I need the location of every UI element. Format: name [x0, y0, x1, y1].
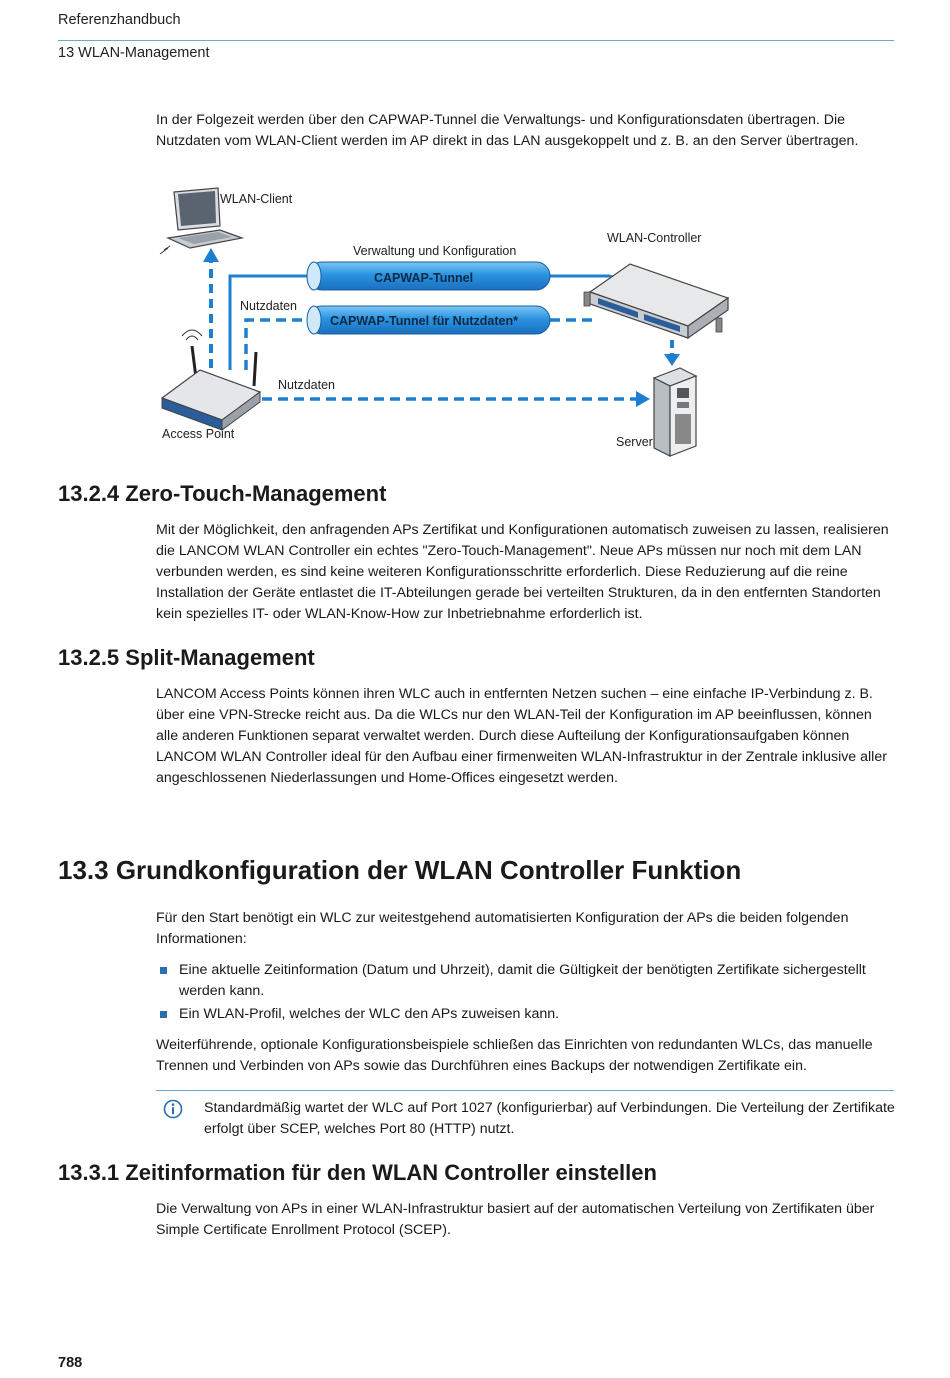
label-server: Server — [616, 435, 653, 449]
label-nutzdaten-2: Nutzdaten — [278, 378, 335, 392]
info-icon — [163, 1099, 183, 1119]
list-item-text: Ein WLAN-Profil, welches der WLC den APs zuweisen kann. — [179, 1006, 560, 1022]
bullet-square-icon — [160, 967, 167, 974]
capwap-diagram — [150, 180, 740, 465]
label-access-point: Access Point — [162, 427, 235, 441]
paragraph-followup: Weiterführende, optionale Konfigurationsbeispiele schließen das Einrichten von redundanten WLCs, das manuelle Trennen und Verbinden von APs sowie das Durchführen eines Backups der notwendigen Zertifikate ein. — [156, 1037, 873, 1074]
management-line-left — [230, 276, 310, 370]
server-icon — [654, 368, 696, 456]
ap-server-arrowhead — [636, 391, 650, 407]
label-capwap-tunnel: CAPWAP-Tunnel — [374, 271, 474, 285]
label-wlan-client: WLAN-Client — [220, 192, 293, 206]
page-number: 788 — [58, 1355, 83, 1371]
list-item — [156, 960, 896, 1002]
intro-paragraph: In der Folgezeit werden über den CAPWAP-Tunnel die Verwaltungs- und Konfigurationsdaten übertragen. Die Nutzdaten vom WLAN-Client werden im AP direkt in das LAN ausgekoppelt und z. B. an den Server übertragen. — [156, 112, 859, 149]
book-title: Referenzhandbuch — [58, 12, 181, 28]
heading-grundkonfiguration: 13.3 Grundkonfiguration der WLAN Controller Funktion — [58, 855, 742, 885]
heading-split-management: 13.2.5 Split-Management — [58, 645, 315, 670]
paragraph-split-management: LANCOM Access Points können ihren WLC auch in entfernten Netzen suchen – eine einfache IP-Verbindung z. B. über eine VPN-Strecke reicht aus. Da die WLCs nur den WLAN-Teil der Konfiguration im AP beeinflussen, können alle anderen Funktionen separat verwaltet werden. Durch diese Aufteilung der Konfigurationsaufgaben können LANCOM WLAN Controller ideal für den Aufbau einer firmenweiten WLAN-Infrastruktur in der Zentrale inklusive aller angeschlossenen Niederlassungen und Home-Offices eingesetzt werden. — [156, 686, 887, 786]
header-divider — [58, 40, 894, 41]
paragraph-zero-touch: Mit der Möglichkeit, den anfragenden APs Zertifikat und Konfigurationen automatisch zuweisen zu lassen, realisieren die LANCOM WLAN Controller ein echtes "Zero-Touch-Management". Neue APs müssen nur noch mit dem LAN verbunden werden, es sind keine weiteren Konfigurationsschritte erforderlich. Diese Reduzierung auf die reine Installation der Geräte entlastet die IT-Abteilungen gerade bei verteilten Strukturen, da in den entfernten Standorten kein spezielles IT- oder WLAN-Know-How zur Inbetriebnahme erforderlich ist. — [156, 522, 889, 622]
list-item-text: Eine aktuelle Zeitinformation (Datum und Uhrzeit), damit die Gültigkeit der benötigten Zertifikate sichergestellt werden kann. — [179, 962, 866, 999]
chapter-title: 13 WLAN-Management — [58, 45, 210, 61]
paragraph-zeitinformation: Die Verwaltung von APs in einer WLAN-Infrastruktur basiert auf der automatischen Verteilung von Zertifikaten über Simple Certificate Enrollment Protocol (SCEP). — [156, 1201, 875, 1238]
controller-server-arrowhead — [664, 354, 680, 366]
paragraph-grundkonfiguration-intro: Für den Start benötigt ein WLC zur weitestgehend automatisierten Konfiguration der APs die beiden folgenden Informationen: — [156, 910, 849, 947]
note-text: Standardmäßig wartet der WLC auf Port 1027 (konfigurierbar) auf Verbindungen. Die Verteilung der Zertifikate erfolgt über SCEP, welches Port 80 (HTTP) nutzt. — [204, 1100, 895, 1137]
label-wlan-controller: WLAN-Controller — [607, 231, 702, 245]
label-capwap-nutzdaten: CAPWAP-Tunnel für Nutzdaten* — [330, 314, 518, 328]
label-nutzdaten-1: Nutzdaten — [240, 299, 297, 313]
note-divider — [156, 1090, 894, 1091]
heading-zero-touch: 13.2.4 Zero-Touch-Management — [58, 481, 387, 506]
bullet-square-icon — [160, 1011, 167, 1018]
list-item — [156, 1004, 896, 1025]
client-arrowhead — [203, 248, 219, 262]
label-verwaltung: Verwaltung und Konfiguration — [353, 244, 517, 258]
heading-zeitinformation: 13.3.1 Zeitinformation für den WLAN Controller einstellen — [58, 1160, 657, 1185]
